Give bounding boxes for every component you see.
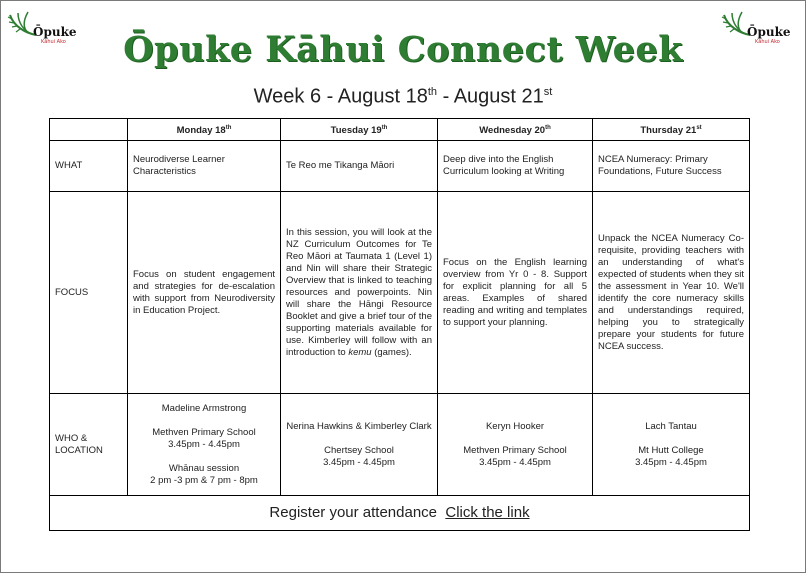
register-text: Register your attendance — [269, 504, 438, 521]
session-time: 3.45pm - 4.45pm — [479, 456, 551, 468]
register-row — [50, 496, 750, 531]
whanau-session-time: 2 pm -3 pm & 7 pm - 8pm — [150, 474, 258, 486]
school-name: Mt Hutt College — [638, 444, 704, 456]
row-label-focus: FOCUS — [50, 192, 128, 394]
focus-wednesday: Focus on the English learning overview from Yr 0 - 8. Support for explicit planning for all 5 areas. Examples of shared reading and writing and templates to support your planning. — [438, 192, 593, 394]
who-thursday — [593, 394, 750, 496]
table-row-who — [50, 394, 750, 496]
logo-subtitle: Kāhui Ako — [755, 39, 780, 45]
presenter-name: Keryn Hooker — [485, 420, 545, 432]
day-header-monday: Monday 18th — [128, 119, 281, 141]
logo-name: Ōpuke — [33, 25, 77, 39]
logo-name: Ōpuke — [747, 25, 791, 39]
logo-subtitle: Kāhui Ako — [41, 39, 66, 45]
session-time: 3.45pm - 4.45pm — [168, 438, 240, 450]
focus-thursday: Unpack the NCEA Numeracy Co-requisite, providing teachers with an understanding of what's expected of students when they sit the assessment in Year 10. We'll identify the core numeracy skills and understandings required, helping you to strategically prepare your students for future NCEA success. — [593, 192, 750, 394]
register-link[interactable]: Click the link — [445, 504, 530, 521]
row-label-what: WHAT — [50, 141, 128, 192]
table-row-what — [50, 141, 750, 192]
what-wednesday: Deep dive into the English Curriculum looking at Writing — [438, 141, 593, 192]
presenter-name: Nerina Hawkins & Kimberley Clark — [286, 420, 432, 432]
page-title: Ōpuke Kāhui Connect Week — [123, 29, 683, 70]
what-tuesday: Te Reo me Tikanga Māori — [281, 141, 438, 192]
table-row-focus — [50, 192, 750, 394]
presenter-name: Madeline Armstrong — [161, 402, 247, 414]
who-monday — [128, 394, 281, 496]
whanau-session-title: Whānau session — [168, 462, 240, 474]
presenter-name: Lach Tantau — [645, 420, 697, 432]
day-header-thursday: Thursday 21st — [593, 119, 750, 141]
who-wednesday — [438, 394, 593, 496]
row-label-who: WHO & LOCATION — [50, 394, 128, 496]
page-subtitle: Week 6 - August 18th - August 21st — [253, 85, 553, 108]
focus-tuesday: In this session, you will look at the NZ Curriculum Outcomes for Te Reo Māori at Taumata 1 (Level 1) and Nin will share their Strategic Overview that is linked to teaching resources and powerpoints. Nin will share the Hāngi Resource Booklet and give a brief tour of the supporting materials available for use. Kimberley will follow with an introduction to kemu (games). — [281, 192, 438, 394]
day-header-tuesday: Tuesday 19th — [281, 119, 438, 141]
session-time: 3.45pm - 4.45pm — [635, 456, 707, 468]
day-header-wednesday: Wednesday 20th — [438, 119, 593, 141]
table-header-row — [50, 119, 750, 141]
school-name: Methven Primary School — [152, 426, 256, 438]
who-tuesday — [281, 394, 438, 496]
school-name: Chertsey School — [324, 444, 394, 456]
schedule-table — [49, 118, 750, 531]
what-monday: Neurodiverse Learner Characteristics — [128, 141, 281, 192]
session-time: 3.45pm - 4.45pm — [323, 456, 395, 468]
focus-monday: Focus on student engagement and strategies for de-escalation with support from Neurodiversity in Education Project. — [128, 192, 281, 394]
register-cell — [50, 496, 750, 531]
what-thursday: NCEA Numeracy: Primary Foundations, Future Success — [593, 141, 750, 192]
corner-cell — [50, 119, 128, 141]
school-name: Methven Primary School — [463, 444, 567, 456]
